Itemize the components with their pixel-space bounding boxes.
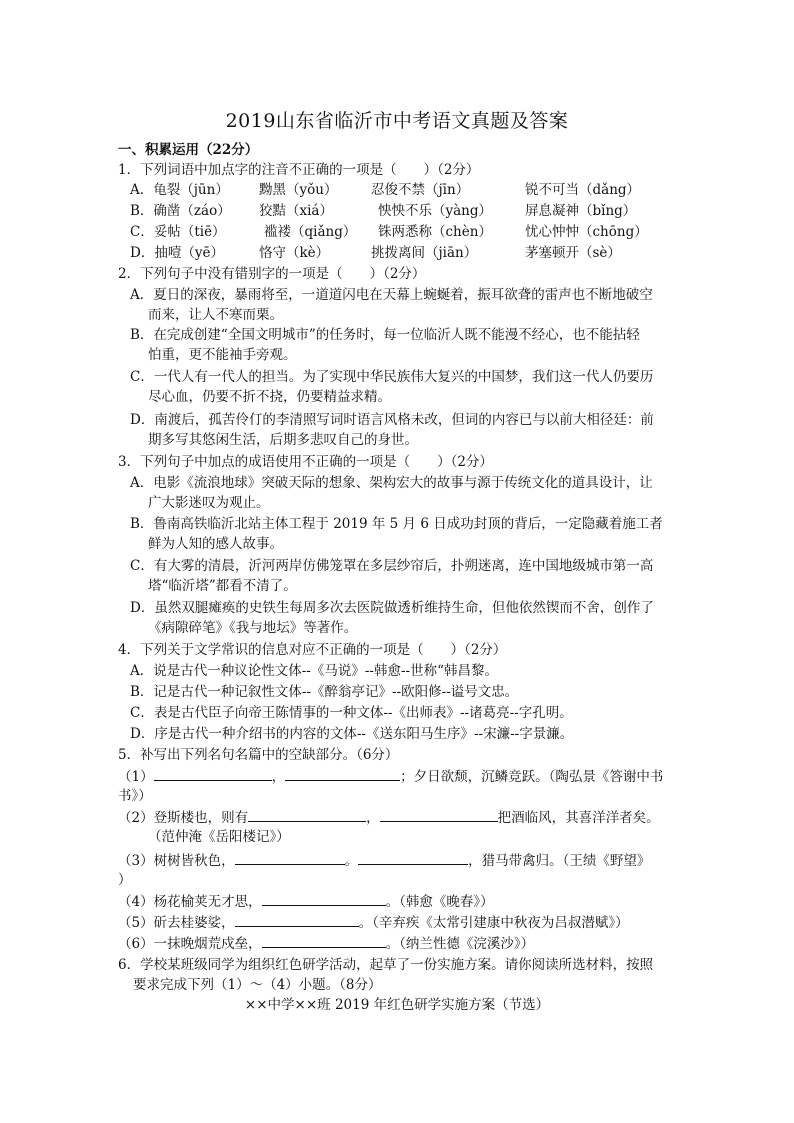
q5-blank-2a[interactable] — [248, 807, 366, 822]
q2-option-b: B．在完成创建“全国文明城市”的任务时，每一位临沂人既不能漫不经心，也不能拈轻 — [130, 327, 640, 343]
section-heading: 一、积累运用（22分） — [118, 142, 259, 158]
q1-option-c-3: 铢两悉称（chèn） — [378, 224, 492, 240]
q1-option-d-3: 挑拨离间（jiān） — [371, 245, 478, 261]
q1-option-a-2: 黝黑（yǒu） — [259, 182, 338, 198]
q4-option-a: A．说是古代一种议论性文体--《马说》--韩愈--世称“韩昌黎。 — [130, 663, 499, 679]
q5-item-5-prefix: （5）斫去桂婆娑， — [118, 915, 235, 931]
question-1-stem: 1．下列词语中加点字的注音不正确的一项是（ ）（2分） — [118, 162, 480, 178]
q5-item-6-prefix: （6）一抹晚烟荒戍垒， — [118, 936, 262, 952]
q5-item-2-prefix: （2）登斯楼也，则有 — [118, 810, 249, 826]
q1-option-b-4: 屏息凝神（bǐng） — [525, 203, 637, 219]
q5-item-1 — [118, 766, 663, 787]
q2-option-a: A．夏日的深夜，暴雨将至，一道道闪电在天幕上蜿蜒着，振耳欲聋的雷声也不断地破空 — [130, 287, 653, 303]
q2-option-d-cont: 期多写其悠闲生活，后期多悲叹自己的身世。 — [148, 432, 418, 448]
q5-item-6-suffix: 。（纳兰性德《浣溪沙》） — [385, 936, 535, 952]
q3-option-b-cont: 鲜为人知的感人故事。 — [148, 536, 283, 552]
q5-item-4 — [118, 891, 494, 912]
q5-item-1-cont: 书》） — [118, 788, 152, 804]
question-3-stem: 3．下列句子中加点的成语使用不正确的一项是（ ）（2分） — [118, 454, 493, 470]
q5-item-3-cont: ） — [118, 872, 132, 888]
question-5-stem: 5．补写出下列名句名篇中的空缺部分。（6分） — [118, 747, 399, 763]
q4-option-d: D．序是古代一种介绍书的内容的文体--《送东阳马生序》--宋濂--字景濂。 — [130, 726, 574, 742]
q5-item-3-mid: 。 — [344, 853, 359, 869]
q5-blank-3b[interactable] — [358, 850, 468, 865]
q5-item-1-mid: ， — [271, 769, 286, 785]
q5-item-3 — [118, 850, 650, 871]
q5-item-2 — [118, 807, 660, 828]
q3-option-c-cont: 塔“临沂塔”都看不清了。 — [148, 578, 297, 594]
q5-blank-2b[interactable] — [380, 807, 498, 822]
q1-option-c-1: C．妥帖（tiē） — [130, 224, 226, 240]
question-2-stem: 2．下列句子中没有错别字的一项是（ ）（2分） — [118, 266, 426, 282]
q5-item-5 — [118, 912, 629, 933]
q1-option-c-2: 褴褛（qiǎng） — [264, 224, 357, 240]
q3-option-a: A．电影《流浪地球》突破天际的想象、架构宏大的故事与源于传统文化的道具设计，让 — [130, 475, 653, 491]
q5-item-2-mid: ， — [366, 810, 380, 826]
q4-option-b: B．记是古代一种记叙性文体--《醉翁亭记》--欧阳修--谥号文忠。 — [130, 684, 519, 700]
q1-option-a-1: A．龟裂（jūn） — [130, 182, 229, 198]
q1-option-b-2: 狡黠（xiá） — [259, 203, 333, 219]
question-4-stem: 4．下列关于文学常识的信息对应不正确的一项是（ ）（2分） — [118, 642, 507, 658]
q5-item-3-prefix: （3）树树皆秋色， — [118, 853, 235, 869]
q5-blank-6[interactable] — [262, 933, 386, 948]
q1-option-d-2: 恪守（kè） — [259, 245, 330, 261]
q5-blank-4[interactable] — [262, 891, 386, 906]
q5-blank-5[interactable] — [235, 912, 359, 927]
question-6-stem: 6．学校某班级同学为组织红色研学活动，起草了一份实施方案。请你阅读所选材料，按照 — [118, 957, 654, 973]
q1-option-a-3: 忍俊不禁（jīn） — [371, 182, 470, 198]
q5-item-3-suffix: ，猎马带禽归。（王绩《野望》 — [468, 853, 651, 869]
q1-option-c-4: 忧心忡忡（chōng） — [525, 224, 648, 240]
q5-item-2-suffix: 把酒临风，其喜洋洋者矣。 — [497, 810, 660, 826]
q2-option-a-cont: 而来，让人不寒而栗。 — [148, 307, 283, 323]
q5-item-4-suffix: 。（韩愈《晚春》） — [385, 894, 494, 910]
q5-blank-1a[interactable] — [154, 766, 272, 781]
q2-option-b-cont: 怕重，更不能袖手旁观。 — [148, 347, 297, 363]
q1-option-b-3: 怏怏不乐（yàng） — [378, 203, 493, 219]
q5-blank-1b[interactable] — [285, 766, 400, 781]
q3-option-c: C．有大雾的清晨，沂河两岸仿佛笼罩在多层纱帘后，扑朔迷离，连中国地级城市第一高 — [130, 558, 654, 574]
q5-item-2-cont: （范仲淹《岳阳楼记》） — [148, 829, 290, 845]
q5-item-1-suffix: ；夕日欲颓，沉鳞竞跃。（陶弘景《答谢中书 — [400, 769, 664, 785]
q4-option-c: C．表是古代臣子向帝王陈情事的一种文体--《出师表》--诸葛亮--字孔明。 — [130, 705, 573, 721]
q1-option-b-1: B．确凿（záo） — [130, 203, 231, 219]
q3-option-b: B．鲁南高铁临沂北站主体工程于 2019 年 5 月 6 日成功封顶的背后，一定隐藏着施工者 — [130, 516, 663, 532]
q5-item-6 — [118, 933, 534, 954]
q2-option-c-cont: 尽心血，仍要不折不挠，仍要精益求精。 — [148, 389, 391, 405]
q2-option-d: D．南渡后，孤苦伶仃的李清照写词时语言风格未改，但词的内容已与以前大相径廷：前 — [130, 412, 654, 428]
plan-title: ××中学××班 2019 年红色研学实施方案（节选） — [244, 997, 550, 1013]
q2-option-c: C．一代人有一代人的担当。为了实现中华民族伟大复兴的中国梦，我们这一代人仍要历 — [130, 369, 654, 385]
q5-blank-3a[interactable] — [235, 850, 345, 865]
q5-item-4-prefix: （4）杨花榆荚无才思， — [118, 894, 262, 910]
q1-option-d-1: D．抽噎（yē） — [130, 245, 224, 261]
q5-item-1-prefix: （1） — [118, 769, 154, 785]
question-6-stem-cont: 要求完成下列（1）～（4）小题。（8分） — [133, 977, 382, 993]
page-title: 2019山东省临沂市中考语文真题及答案 — [225, 110, 569, 132]
q3-option-d-cont: 《病隙碎笔》《我与地坛》等著作。 — [148, 620, 358, 636]
q3-option-a-cont: 广大影迷叹为观止。 — [148, 495, 270, 511]
q5-item-5-suffix: 。（辛弃疾《太常引建康中秋夜为吕叔潜赋》） — [358, 915, 629, 931]
q1-option-a-4: 锐不可当（dǎng） — [525, 182, 641, 198]
q1-option-d-4: 茅塞顿开（sè） — [525, 245, 621, 261]
q3-option-d: D．虽然双腿瘫痪的史铁生每周多次去医院做透析维持生命，但他依然锲而不舍，创作了 — [130, 600, 654, 616]
